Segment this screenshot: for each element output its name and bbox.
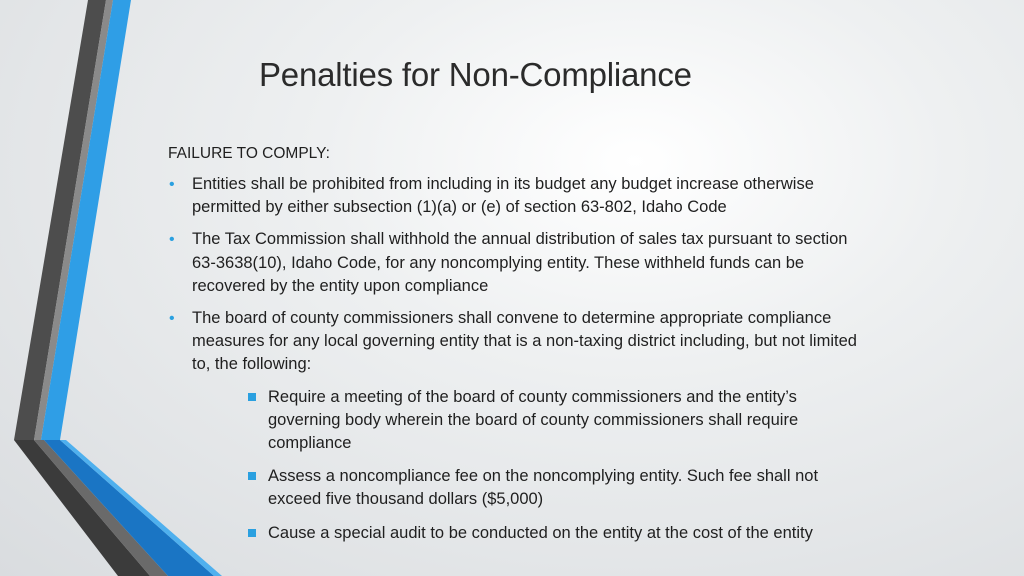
sub-bullet-text: Require a meeting of the board of county commissioners and the entity’s governing body wherein the board of county commissioners shall require compliance <box>268 387 799 453</box>
sub-bullet-text: Cause a special audit to be conducted on the entity at the cost of the entity <box>268 523 813 542</box>
bullet-list <box>168 173 868 545</box>
bullet-text: The board of county commissioners shall convene to determine appropriate compliance measures for any local governing entity that is a non-taxing district including, but not limited to, the following: <box>192 309 857 374</box>
slide-title: Penalties for Non-Compliance <box>259 56 692 93</box>
bullet-item <box>168 307 868 545</box>
square-bullet-icon <box>248 393 256 401</box>
intro-heading: FAILURE TO COMPLY: <box>168 145 330 162</box>
gray-band-top <box>34 0 113 440</box>
bullet-dot-icon: • <box>169 310 175 328</box>
gray-band-bottom <box>34 440 168 576</box>
slide-content <box>168 143 868 555</box>
sub-bullet-item <box>244 465 868 511</box>
square-bullet-icon <box>248 472 256 480</box>
bullet-item <box>168 173 868 219</box>
bullet-dot-icon: • <box>169 231 175 249</box>
bullet-text: The Tax Commission shall withhold the annual distribution of sales tax pursuant to section 63-3638(10), Idaho Code, for any noncomplying entity. These withheld funds can be recovered by the entity upon compliance <box>192 230 848 295</box>
bullet-item <box>168 228 868 298</box>
bullet-text: Entities shall be prohibited from including in its budget any budget increase otherwise permitted by either subsection (1)(a) or (e) of section 63-802, Idaho Code <box>192 175 814 217</box>
sub-bullet-item <box>244 522 868 545</box>
sub-bullet-list <box>192 386 868 545</box>
square-bullet-icon <box>248 529 256 537</box>
bullet-dot-icon: • <box>169 176 175 193</box>
sub-bullet-item <box>244 386 868 456</box>
sub-bullet-text: Assess a noncompliance fee on the noncomplying entity. Such fee shall not exceed five thousand dollars ($5,000) <box>268 467 819 509</box>
